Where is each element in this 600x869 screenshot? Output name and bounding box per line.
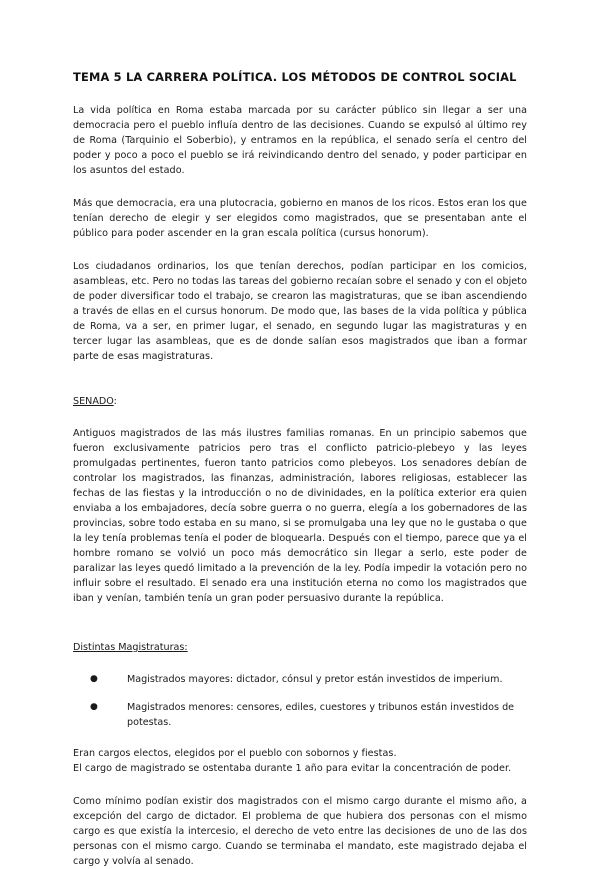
list-item-text: Magistrados menores: censores, ediles, cuestores y tribunos están investidos de potestas. (127, 702, 515, 728)
intro-paragraph-3: Los ciudadanos ordinarios, los que tenían derechos, podían participar en los comicios, asambleas, etc. Pero no todas las tareas del gobierno recaían sobre el senado y con el objeto de poder diversificar todo el trabajo, se crearon las magistraturas, que se iban ascendiendo a través de ellas en el cursus honorum. De modo que, las bases de la vida política y pública de Roma, va a ser, en primer lugar, el senado, en segundo lugar las magistraturas y en tercer lugar las asambleas, que es de donde salían esos magistrados que iban a formar parte de esas magistraturas. (73, 261, 527, 362)
list-item (90, 672, 527, 687)
list-item (90, 700, 527, 730)
page-title: TEMA 5 LA CARRERA POLÍTICA. LOS MÉTODOS DE CONTROL SOCIAL (73, 70, 517, 84)
cargo-duracion-line: El cargo de magistrado se ostentaba durante 1 año para evitar la concentración de poder. (73, 763, 512, 774)
intro-paragraph-2: Más que democracia, era una plutocracia, gobierno en manos de los ricos. Estos eran los que tenían derecho de elegir y ser elegidos como magistrados, que se presentaban ante el público para poder ascender en la gran escala política (cursus honorum). (73, 198, 527, 239)
senado-heading (73, 394, 527, 409)
magistraturas-list (73, 672, 527, 730)
bullet-icon: ● (90, 702, 98, 712)
cargos-electos-line: Eran cargos electos, elegidos por el pueblo con sobornos y fiestas. (73, 748, 397, 759)
senado-heading-colon: : (113, 396, 117, 407)
magistraturas-heading (73, 640, 527, 655)
intro-paragraph-1: La vida política en Roma estaba marcada por su carácter público sin llegar a ser una democracia pero el pueblo influía dentro de las decisiones. Cuando se expulsó al último rey de Roma (Tarquinio el Soberbio), y entramos en la república, el senado sería el centro del poder y poco a poco el pueblo se irá reivindicando dentro del senado, y poder participar en los asuntos del estado. (73, 105, 527, 176)
senado-paragraph: Antiguos magistrados de las más ilustres familias romanas. En un principio sabemos que fueron exclusivamente patricios pero tras el conflicto patricio-plebeyo y las leyes promulgadas pertinentes, fueron tanto patricios como plebeyos. Los senadores debían de controlar los magistrados, las finanzas, administración, labores religiosas, establecer las fechas de las fiestas y la introducción o no de divinidades, en la política exterior era quien enviaba a los embajadores, decía sobre guerra o no guerra, elegía a los gobernadores de las provincias, sobre todo estaba en su mano, si se promulgaba una ley que no le gustaba o que la ley tenía problemas tenía el poder de bloquearla. Después con el tiempo, parece que ya el hombre romano se volvió un poco más democrático sin llegar a serlo, este poder de paralizar las leyes quedó limitado a la prevención de la ley. Podía impedir la votación pero no influir sobre el resultado. El senado era una institución eterna no como los magistrados que iban y venían, también tenía un gran poder persuasivo durante la república. (73, 428, 527, 604)
bullet-icon: ● (90, 674, 98, 684)
magistraturas-heading-label: Distintas Magistraturas: (73, 642, 188, 653)
magistrados-final-paragraph: Como mínimo podían existir dos magistrados con el mismo cargo durante el mismo año, a excepción del cargo de dictador. El problema de que hubiera dos personas con el mismo cargo es que existía la intercesio, el derecho de veto entre las decisiones de uno de las dos personas con el mismo cargo. Cuando se terminaba el mandato, este magistrado dejaba el cargo y volvía al senado. (73, 796, 527, 867)
senado-heading-label: SENADO (73, 396, 114, 407)
list-item-text: Magistrados mayores: dictador, cónsul y pretor están investidos de imperium. (127, 674, 503, 685)
